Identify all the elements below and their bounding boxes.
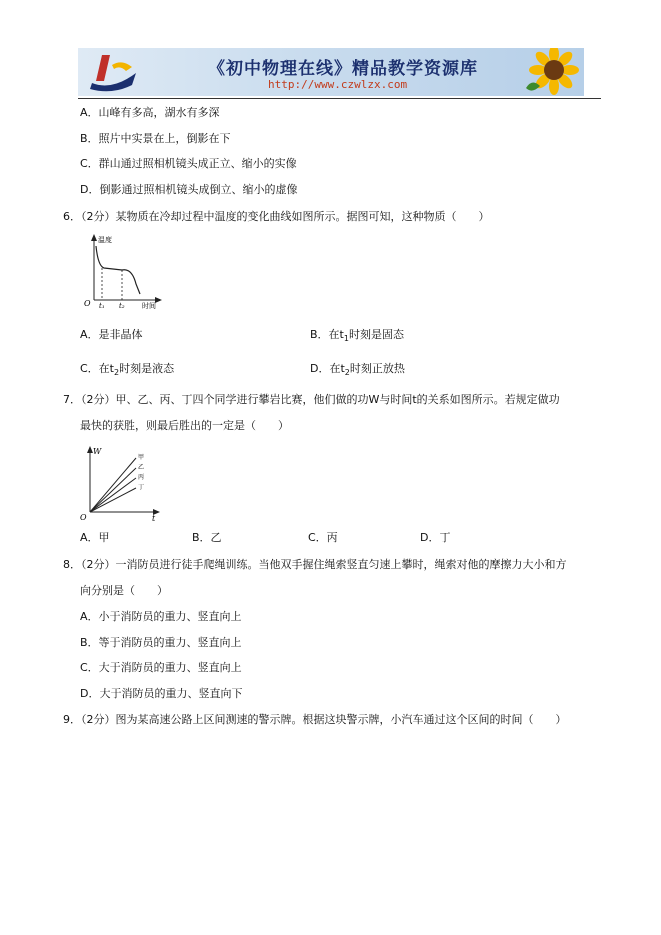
- q7-work-time-graph: [76, 444, 166, 522]
- q6-graph-t1: t₁: [99, 302, 105, 310]
- q7-graph-line-label: 乙: [138, 464, 145, 471]
- q6-option-c: C．在$t_2$时刻是液态: [80, 362, 175, 378]
- q8-option-b: B．等于消防员的重力、竖直向上: [80, 636, 242, 649]
- q5-option-a: A．山峰有多高，湖水有多深: [80, 106, 220, 119]
- q8-stem-line1: 8．（2分）一消防员进行徒手爬绳训练。当他双手握住绳索竖直匀速上攀时，绳索对他的摩擦力大小和方: [63, 558, 567, 571]
- q6-graph-ylabel: 温度: [98, 236, 112, 244]
- q7-stem-line2: 最快的获胜，则最后胜出的一定是（ ）: [80, 419, 289, 432]
- q8-option-a: A．小于消防员的重力、竖直向上: [80, 610, 242, 623]
- q6-option-a: A．是非晶体: [80, 328, 143, 341]
- header-banner: [78, 48, 584, 96]
- q6-stem: 6．（2分）某物质在冷却过程中温度的变化曲线如图所示。据图可知，这种物质（ ）: [63, 210, 490, 223]
- q7-option-d: D．丁: [420, 531, 451, 544]
- q6-option-d: D．在$t_2$时刻正放热: [310, 362, 405, 378]
- logo-icon: [82, 51, 142, 93]
- banner-url: http://www.czwlzx.com: [268, 78, 408, 91]
- q7-graph-line-label: 丙: [138, 474, 145, 481]
- q6-option-b: B．在$t_1$时刻是固态: [310, 328, 404, 344]
- q5-option-c: C．群山通过照相机镜头成正立、缩小的实像: [80, 157, 297, 170]
- q5-option-b: B．照片中实景在上，倒影在下: [80, 132, 231, 145]
- q8-option-c: C．大于消防员的重力、竖直向上: [80, 661, 242, 674]
- q7-option-b: B．乙: [192, 531, 222, 544]
- q8-stem-line2: 向分别是（ ）: [80, 584, 168, 597]
- q7-graph-origin: O: [80, 513, 87, 522]
- header-rule: [78, 98, 601, 99]
- q7-option-a: A．甲: [80, 531, 110, 544]
- q6-graph-xlabel: 时间: [142, 302, 156, 310]
- q8-option-d: D．大于消防员的重力、竖直向下: [80, 687, 243, 700]
- q5-option-d: D．倒影通过照相机镜头成倒立、缩小的虚像: [80, 183, 298, 196]
- q7-graph-ylabel: W: [93, 447, 102, 456]
- q9-stem: 9．（2分）图为某高速公路上区间测速的警示牌。根据这块警示牌，小汽车通过这个区间的时间（ ）: [63, 713, 567, 726]
- q7-graph-line-label: 甲: [138, 454, 145, 461]
- q7-stem-line1: 7．（2分）甲、乙、丙、丁四个同学进行攀岩比赛，他们做的功W与时间t的关系如图所示。若规定做功: [63, 393, 560, 406]
- q7-option-c: C．丙: [308, 531, 338, 544]
- q6-temperature-graph: [78, 232, 168, 310]
- q7-graph-xlabel: t: [152, 514, 156, 522]
- sunflower-icon: [518, 48, 584, 96]
- banner-title: 《初中物理在线》精品教学资源库: [208, 59, 478, 79]
- q6-graph-origin: O: [84, 299, 91, 308]
- q7-graph-line-label: 丁: [138, 484, 145, 491]
- q6-graph-t2: t₂: [119, 302, 125, 310]
